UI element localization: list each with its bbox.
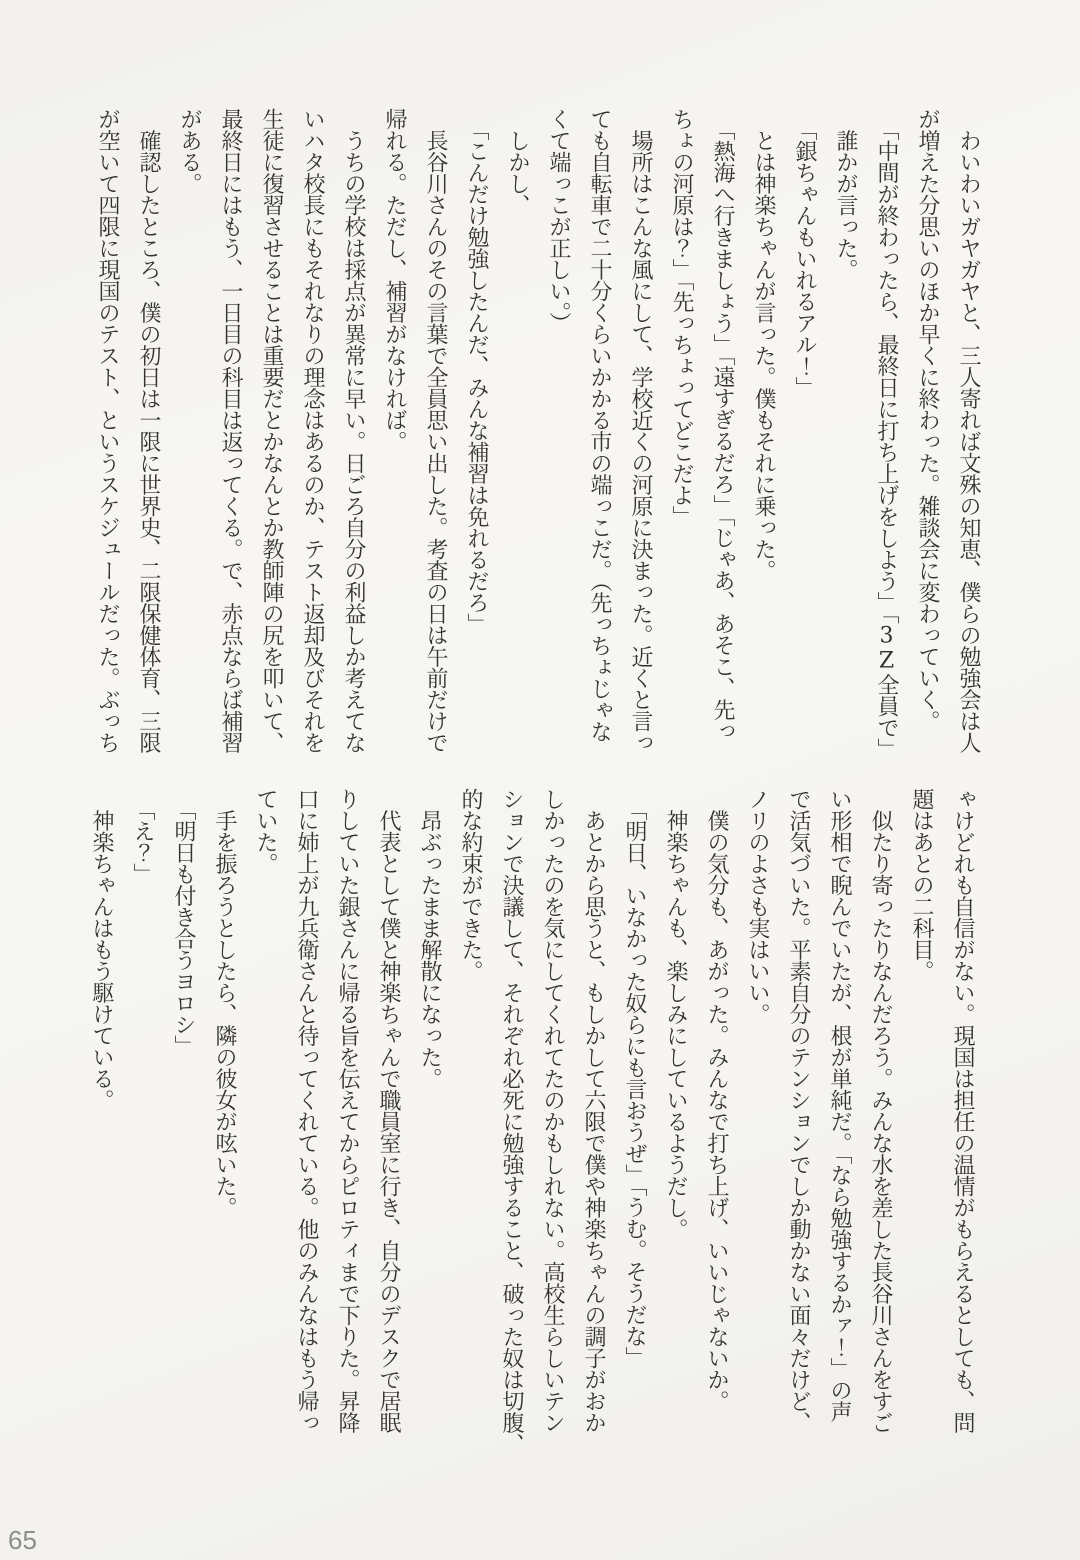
text-line: 「熱海へ行きましょう」「遠すぎるだろ」「じゃあ、あそこ、先っ bbox=[710, 108, 735, 742]
text-line: ていた。 bbox=[253, 788, 278, 874]
text-block-top bbox=[87, 108, 989, 760]
text-line: 帰れる。ただし、補習がなければ。 bbox=[382, 108, 407, 452]
text-line: ても自転車で二十分くらいかかる市の端っこだ。（先っちょじゃな bbox=[587, 108, 612, 742]
text-line: 確認したところ、僕の初日は一限に世界史、二限保健体育、三限 bbox=[136, 108, 161, 753]
text-line: 神楽ちゃんはもう駆けている。 bbox=[89, 788, 114, 1111]
text-line: 似たり寄ったりなんだろう。みんな水を差した長谷川さんをすご bbox=[868, 788, 893, 1433]
text-line: ノリのよさも実はいい。 bbox=[745, 788, 770, 1025]
text-line: ちょの河原は？」「先っちょってどこだよ」 bbox=[669, 108, 694, 527]
text-line: 僕の気分も、あがった。みんなで打ち上げ、いいじゃないか。 bbox=[704, 788, 729, 1412]
text-line: がある。 bbox=[177, 108, 202, 194]
text-line: 長谷川さんのその言葉で全員思い出した。考査の日は午前だけで bbox=[423, 108, 448, 753]
text-line: しかし、 bbox=[505, 108, 530, 216]
text-line: 最終日にはもう、一日目の科目は返ってくる。で、赤点ならば補習 bbox=[218, 108, 243, 753]
text-block-bottom bbox=[81, 788, 983, 1455]
text-line: りしていた銀さんに帰る旨を伝えてからピロティまで下りた。昇降 bbox=[335, 788, 360, 1433]
text-line: 的な約束ができた。 bbox=[458, 788, 483, 982]
text-line: しかったのを気にしてくれてたのかもしれない。高校生らしいテン bbox=[540, 788, 565, 1433]
text-line: ゃけどれも自信がない。現国は担任の温情がもらえるとしても、問 bbox=[950, 788, 975, 1433]
text-line: が空いて四限に現国のテスト、というスケジュールだった。ぶっち bbox=[95, 108, 120, 753]
text-line: い形相で睨んでいたが、根が単純だ。「なら勉強するかァ！」の声 bbox=[827, 788, 852, 1422]
text-line: あとから思うと、もしかして六限で僕や神楽ちゃんの調子がおか bbox=[581, 788, 606, 1433]
text-line: わいわいガヤガヤと、三人寄れば文殊の知恵、僕らの勉強会は人 bbox=[956, 108, 981, 753]
text-line: 生徒に復習させることは重要だとかなんとか教師陣の尻を叩いて、 bbox=[259, 108, 284, 753]
text-line: 場所はこんな風にして、学校近くの河原に決まった。近くと言っ bbox=[628, 108, 653, 753]
text-line: 「明日、いなかった奴らにも言おうぜ」「うむ。そうだな」 bbox=[622, 788, 647, 1368]
text-line: 「え？」 bbox=[130, 788, 155, 885]
text-line: 代表として僕と神楽ちゃんで職員室に行き、自分のデスクで居眠 bbox=[376, 788, 401, 1433]
text-line: 誰かが言った。 bbox=[833, 108, 858, 280]
text-line: 口に姉上が九兵衛さんと待ってくれている。他のみんなはもう帰っ bbox=[294, 788, 319, 1433]
text-line: ションで決議して、それぞれ必死に勉強すること、破った奴は切腹、 bbox=[499, 788, 524, 1455]
text-line: 「明日も付き合うヨロシ」 bbox=[171, 788, 196, 1057]
text-line: うちの学校は採点が異常に早い。日ごろ自分の利益しか考えてな bbox=[341, 108, 366, 753]
text-line: くて端っこが正しい。） bbox=[546, 108, 571, 334]
text-line: 「銀ちゃんもいれるアル！」 bbox=[792, 108, 817, 398]
upright-latin-text: 3Z bbox=[874, 623, 899, 674]
text-line: 神楽ちゃんも、楽しみにしているようだし。 bbox=[663, 788, 688, 1240]
text-line: とは神楽ちゃんが言った。僕もそれに乗った。 bbox=[751, 108, 776, 581]
page-number: 65 bbox=[8, 1525, 37, 1555]
text-line: が増えた分思いのほか早くに終わった。雑談会に変わっていく。 bbox=[915, 108, 940, 732]
text-line: 手を振ろうとしたら、隣の彼女が呟いた。 bbox=[212, 788, 237, 1218]
text-line: 昂ぶったまま解散になった。 bbox=[417, 788, 442, 1089]
text-line: 「中間が終わったら、最終日に打ち上げをしよう」「3Z全員で」 bbox=[874, 108, 899, 760]
text-line: 「こんだけ勉強したんだ、みんな補習は免れるだろ」 bbox=[464, 108, 489, 635]
text-line: で活気づいた。平素自分のテンションでしか動かない面々だけど、 bbox=[786, 788, 811, 1433]
text-line: いハタ校長にもそれなりの理念はあるのか、テスト返却及びそれを bbox=[300, 108, 325, 753]
text-line: 題はあとの二科目。 bbox=[909, 788, 934, 982]
